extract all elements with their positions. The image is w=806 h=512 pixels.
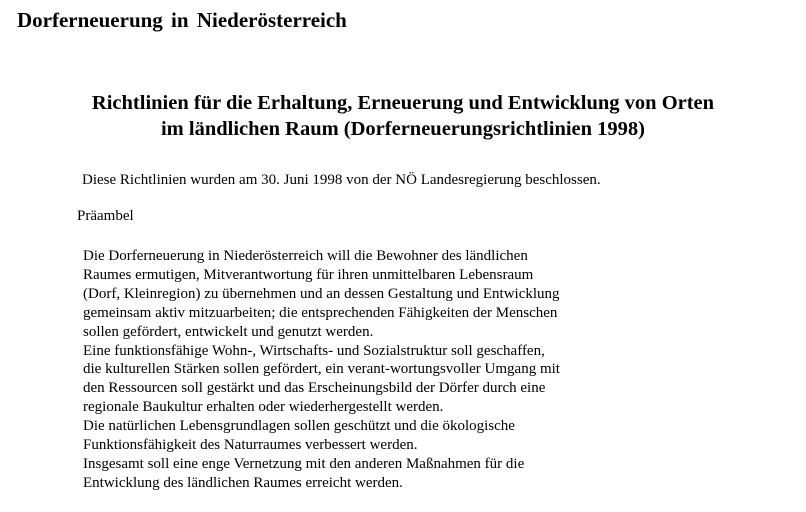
preamble-line: den Ressourcen soll gestärkt und das Erscheinungsbild der Dörfer durch eine [83, 380, 546, 397]
preamble-line: sollen gefördert, entwickelt und genutzt werden. [83, 323, 374, 340]
preamble-line: Die natürlichen Lebensgrundlagen sollen geschützt und die ökologische [83, 418, 515, 435]
preamble-line: (Dorf, Kleinregion) zu übernehmen und an dessen Gestaltung und Entwicklung [83, 285, 560, 302]
preamble-line: Entwicklung des ländlichen Raumes erreicht werden. [83, 474, 403, 491]
preamble-heading: Präambel [77, 208, 134, 224]
decision-note: Diese Richtlinien wurden am 30. Juni 1998 von der NÖ Landesregierung beschlossen. [82, 172, 601, 188]
preamble-line: Insgesamt soll eine enge Vernetzung mit den anderen Maßnahmen für die [83, 455, 525, 472]
document-title [0, 90, 806, 142]
preamble-line: Die Dorferneuerung in Niederösterreich will die Bewohner des ländlichen [83, 248, 528, 264]
preamble-line: Raumes ermutigen, Mitverantwortung für ihren unmittelbaren Lebensraum [83, 266, 534, 283]
preamble-line: Eine funktionsfähige Wohn-, Wirtschafts- und Sozialstruktur soll geschaffen, [83, 342, 545, 359]
preamble-line: die kulturellen Stärken sollen gefördert, ein verant-wortungsvoller Umgang mit [83, 361, 560, 378]
title-line-1: Richtlinien für die Erhaltung, Erneuerung und Entwicklung von Orten [91, 92, 715, 114]
preamble-body [83, 247, 560, 493]
preamble-line: regionale Baukultur erhalten oder wiederhergestellt werden. [83, 399, 444, 416]
document-header: Dorferneuerung in Niederösterreich [17, 8, 347, 32]
preamble-line: Funktionsfähigkeit des Naturraumes verbessert werden. [83, 437, 418, 454]
title-line-2: im ländlichen Raum (Dorferneuerungsrichtlinien 1998) [160, 118, 645, 140]
preamble-line: gemeinsam aktiv mitzuarbeiten; die entsprechenden Fähigkeiten der Menschen [83, 304, 558, 321]
